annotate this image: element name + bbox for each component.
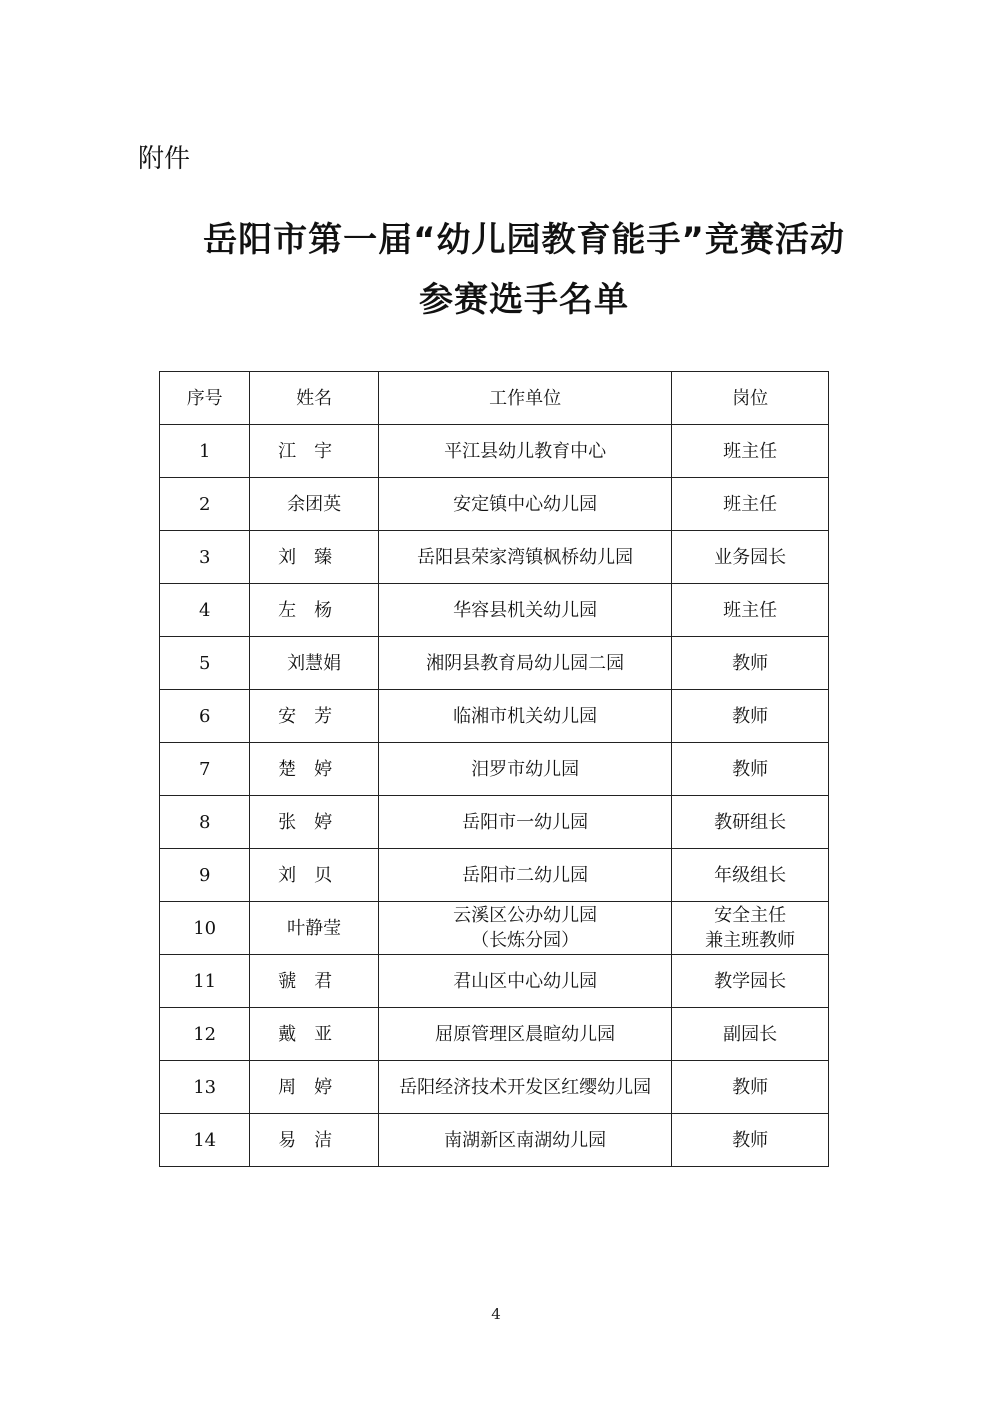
- table-row: [160, 1008, 829, 1061]
- cell-post: [672, 584, 829, 637]
- page-number: 4: [491, 1305, 501, 1323]
- cell-name-text: 刘慧娟: [287, 652, 342, 674]
- cell-unit: [378, 1114, 671, 1167]
- table-header-row: [160, 372, 829, 425]
- table-row: [160, 796, 829, 849]
- cell-unit-text: 湘阴县教育局幼儿园二园: [426, 652, 625, 674]
- cell-post-text: 教师: [732, 1129, 769, 1151]
- cell-name-text: 易洁: [278, 1129, 351, 1151]
- cell-number-text: 14: [193, 1129, 217, 1151]
- cell-number: [160, 743, 250, 796]
- cell-number-text: 10: [193, 917, 217, 939]
- cell-number: [160, 425, 250, 478]
- cell-post-text: 教学园长: [714, 970, 787, 992]
- table-row: [160, 955, 829, 1008]
- table-row: [160, 1114, 829, 1167]
- cell-number: [160, 584, 250, 637]
- cell-number-text: 6: [198, 705, 211, 727]
- cell-post-text: 教师: [732, 652, 769, 674]
- cell-number: [160, 955, 250, 1008]
- cell-number: [160, 1114, 250, 1167]
- cell-number-text: 11: [193, 970, 217, 992]
- cell-unit: [378, 531, 671, 584]
- header-post: 岗位: [672, 372, 829, 425]
- cell-unit: [378, 955, 671, 1008]
- cell-name: [250, 478, 379, 531]
- cell-unit-text: 云溪区公办幼儿园: [453, 905, 598, 926]
- cell-unit-text: 岳阳市一幼儿园: [462, 811, 589, 833]
- cell-unit: [378, 425, 671, 478]
- table-row: [160, 478, 829, 531]
- cell-unit-text: 安定镇中心幼儿园: [453, 493, 598, 515]
- cell-unit: [378, 1061, 671, 1114]
- cell-post: [672, 849, 829, 902]
- cell-name-text: 楚婷: [278, 758, 351, 780]
- cell-number-text: 1: [198, 440, 211, 462]
- cell-post: [672, 796, 829, 849]
- cell-number: [160, 1061, 250, 1114]
- cell-name: [250, 425, 379, 478]
- cell-number-text: 5: [198, 652, 211, 674]
- cell-post: [672, 902, 829, 955]
- header-number: 序号: [160, 372, 250, 425]
- annex-label: 附件: [138, 144, 191, 174]
- cell-name: [250, 743, 379, 796]
- cell-name-text: 江宇: [278, 440, 351, 462]
- cell-unit-text: 屈原管理区晨暄幼儿园: [435, 1023, 616, 1045]
- table-row: [160, 690, 829, 743]
- cell-post-text: 业务园长: [714, 546, 787, 568]
- cell-number: [160, 849, 250, 902]
- table-row: [160, 1061, 829, 1114]
- header-name: 姓名: [250, 372, 379, 425]
- table-row: [160, 531, 829, 584]
- table-row: [160, 743, 829, 796]
- cell-name: [250, 584, 379, 637]
- cell-unit: [378, 1008, 671, 1061]
- cell-name: [250, 1114, 379, 1167]
- cell-name: [250, 637, 379, 690]
- cell-post-text: 班主任: [723, 599, 778, 621]
- cell-unit-text: 君山区中心幼儿园: [453, 970, 598, 992]
- cell-number-text: 2: [198, 493, 211, 515]
- cell-name: [250, 690, 379, 743]
- cell-post: [672, 690, 829, 743]
- cell-unit-text: 平江县幼儿教育中心: [444, 440, 607, 462]
- cell-unit: [378, 584, 671, 637]
- cell-number: [160, 690, 250, 743]
- cell-number-text: 3: [198, 546, 211, 568]
- cell-number: [160, 902, 250, 955]
- cell-number-text: 9: [198, 864, 211, 886]
- document-title-line-1: 岳阳市第一届“幼儿园教育能手”竞赛活动: [203, 220, 845, 260]
- cell-name-text: 刘贝: [278, 864, 351, 886]
- contestant-table: [159, 371, 829, 1167]
- cell-number: [160, 637, 250, 690]
- cell-name-text: 张婷: [278, 811, 351, 833]
- cell-unit-text: 华容县机关幼儿园: [453, 599, 598, 621]
- header-unit: 工作单位: [378, 372, 671, 425]
- cell-post-text: 教师: [732, 1076, 769, 1098]
- cell-name-text: 叶静莹: [287, 917, 342, 939]
- cell-post: [672, 955, 829, 1008]
- table-row: [160, 584, 829, 637]
- cell-name: [250, 902, 379, 955]
- cell-name: [250, 796, 379, 849]
- cell-name: [250, 1008, 379, 1061]
- cell-post-text: 班主任: [723, 440, 778, 462]
- cell-number: [160, 531, 250, 584]
- cell-post: [672, 637, 829, 690]
- cell-unit-text: 岳阳市二幼儿园: [462, 864, 589, 886]
- table-row: [160, 849, 829, 902]
- cell-name-text: 左杨: [278, 599, 351, 621]
- cell-post-text: 副园长: [723, 1023, 778, 1045]
- cell-name-text: 虢君: [278, 970, 351, 992]
- cell-number: [160, 1008, 250, 1061]
- cell-unit-text: 岳阳县荣家湾镇枫桥幼儿园: [417, 546, 634, 568]
- cell-number: [160, 478, 250, 531]
- cell-name: [250, 955, 379, 1008]
- cell-post-text: 教研组长: [714, 811, 787, 833]
- cell-name: [250, 531, 379, 584]
- cell-name-text: 刘臻: [278, 546, 351, 568]
- cell-post: [672, 1008, 829, 1061]
- cell-number-text: 13: [193, 1076, 217, 1098]
- cell-post: [672, 531, 829, 584]
- cell-post: [672, 425, 829, 478]
- cell-post-text-line-2: 兼主班教师: [705, 930, 796, 951]
- cell-post: [672, 1061, 829, 1114]
- cell-number-text: 12: [193, 1023, 217, 1045]
- cell-unit-text-line-2: （长炼分园）: [471, 930, 580, 951]
- cell-post-text: 教师: [732, 758, 769, 780]
- cell-unit-text: 岳阳经济技术开发区红缨幼儿园: [399, 1076, 652, 1098]
- cell-number: [160, 796, 250, 849]
- cell-unit: [378, 743, 671, 796]
- cell-name-text: 戴亚: [278, 1023, 351, 1045]
- table-row: [160, 637, 829, 690]
- cell-number-text: 7: [198, 758, 211, 780]
- cell-post-text: 教师: [732, 705, 769, 727]
- cell-post: [672, 1114, 829, 1167]
- cell-unit-text: 汨罗市幼儿园: [471, 758, 580, 780]
- document-title-line-2: 参赛选手名单: [419, 280, 629, 320]
- cell-post-text: 班主任: [723, 493, 778, 515]
- cell-post-text: 年级组长: [714, 864, 787, 886]
- cell-unit-text: 临湘市机关幼儿园: [453, 705, 598, 727]
- cell-name-text: 安芳: [278, 705, 351, 727]
- cell-unit: [378, 690, 671, 743]
- cell-post-text: 安全主任: [714, 905, 787, 926]
- cell-unit-text: 南湖新区南湖幼儿园: [444, 1129, 607, 1151]
- cell-unit: [378, 902, 671, 955]
- cell-unit: [378, 478, 671, 531]
- cell-name: [250, 1061, 379, 1114]
- cell-name-text: 周婷: [278, 1076, 351, 1098]
- cell-name: [250, 849, 379, 902]
- cell-post: [672, 478, 829, 531]
- table-row: [160, 902, 829, 955]
- cell-unit: [378, 849, 671, 902]
- cell-name-text: 余团英: [287, 493, 342, 515]
- cell-post: [672, 743, 829, 796]
- cell-unit: [378, 637, 671, 690]
- cell-unit: [378, 796, 671, 849]
- cell-number-text: 4: [198, 599, 211, 621]
- table-row: [160, 425, 829, 478]
- cell-number-text: 8: [198, 811, 211, 833]
